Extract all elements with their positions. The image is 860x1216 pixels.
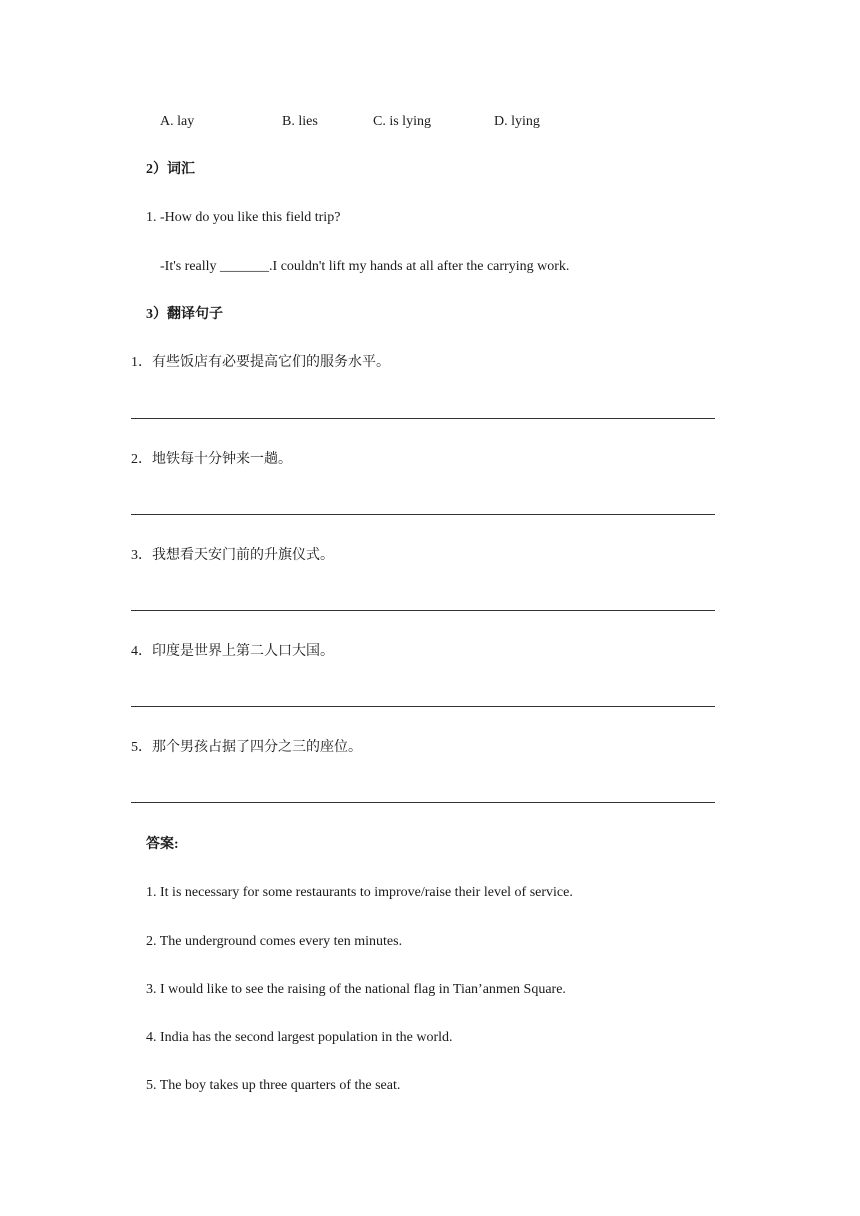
answer-item: 3. I would like to see the raising of the national flag in Tian’anmen Square. <box>146 982 566 997</box>
vocab-question-line: 1. -How do you like this field trip? <box>146 210 341 225</box>
answer-blank-line <box>131 610 715 611</box>
answer-item: 1. It is necessary for some restaurants to improve/raise their level of service. <box>146 885 573 900</box>
translate-item: 3．我想看天安门前的升旗仪式。 <box>131 548 334 563</box>
translate-item: 4．印度是世界上第二人口大国。 <box>131 644 334 659</box>
option-b: B. lies <box>282 114 318 129</box>
vocab-answer-line: -It's really _______.I couldn't lift my hands at all after the carrying work. <box>160 259 570 274</box>
answer-item: 4. India has the second largest population in the world. <box>146 1030 453 1045</box>
option-c: C. is lying <box>373 114 431 129</box>
vocab-heading: 2）词汇 <box>146 162 195 177</box>
translate-heading: 3）翻译句子 <box>146 307 223 322</box>
translate-item: 1．有些饭店有必要提高它们的服务水平。 <box>131 355 390 370</box>
translate-item: 2．地铁每十分钟来一趟。 <box>131 452 292 467</box>
answer-blank-line <box>131 418 715 419</box>
answer-blank-line <box>131 706 715 707</box>
answer-item: 5. The boy takes up three quarters of the seat. <box>146 1078 401 1093</box>
answer-blank-line <box>131 514 715 515</box>
answer-blank-line <box>131 802 715 803</box>
option-d: D. lying <box>494 114 540 129</box>
answers-heading: 答案: <box>146 837 179 852</box>
answer-item: 2. The underground comes every ten minutes. <box>146 934 403 949</box>
option-a: A. lay <box>160 114 195 129</box>
translate-item: 5．那个男孩占据了四分之三的座位。 <box>131 740 362 755</box>
